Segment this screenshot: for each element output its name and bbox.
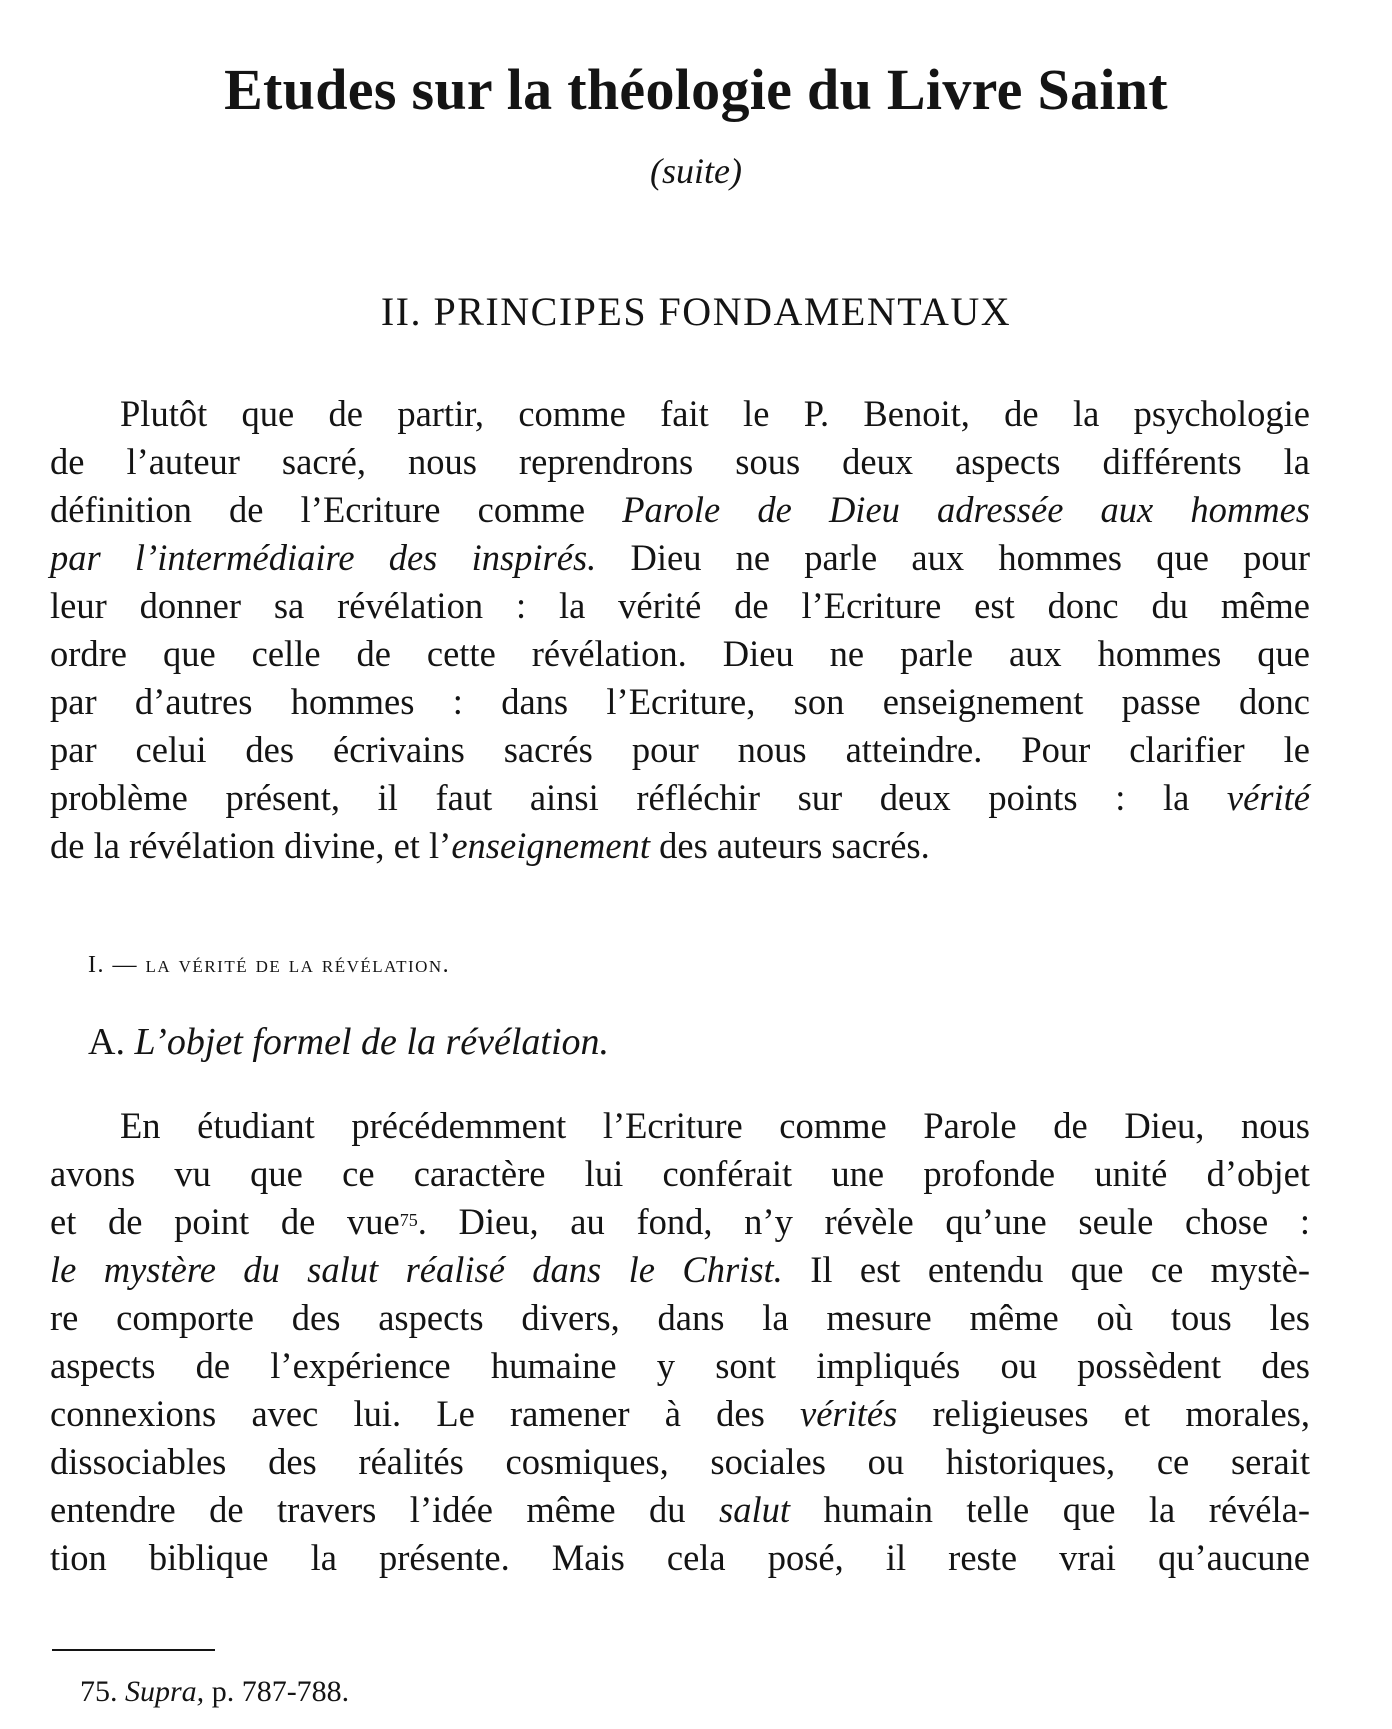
subsubsection-heading (88, 1020, 609, 1064)
footnote-marker: 75 (399, 1210, 418, 1230)
text-line: et de point de vue$^{75}$. Dieu, au fond, n’y révèle qu’une seule chose : (50, 1201, 1310, 1242)
text-line: le mystère du salut réalisé dans le Christ. Il est entendu que ce mystè- (50, 1249, 1311, 1290)
text-line: par d’autres hommes : dans l’Ecriture, son enseignement passe donc (50, 681, 1310, 722)
subsection-heading: I. — la vérité de la révélation. (88, 952, 451, 978)
footnote-pages: p. 787-788. (204, 1675, 350, 1708)
text-line: de la révélation divine, et l’enseignement des auteurs sacrés. (50, 825, 930, 866)
footnote (80, 1675, 349, 1709)
text-line: ordre que celle de cette révélation. Dieu ne parle aux hommes que (50, 633, 1310, 674)
text-line: entendre de travers l’idée même du salut humain telle que la révéla- (50, 1489, 1310, 1530)
paragraph-2 (50, 1102, 1310, 1582)
text-line: leur donner sa révélation : la vérité de l’Ecriture est donc du même (50, 585, 1310, 626)
footnote-ref: Supra, (125, 1675, 205, 1708)
text-line: re comporte des aspects divers, dans la mesure même où tous les (50, 1297, 1310, 1338)
text-line: avons vu que ce caractère lui conférait une profonde unité d’objet (50, 1153, 1310, 1194)
subsubsection-prefix: A. (88, 1021, 135, 1063)
footnote-divider (52, 1649, 215, 1651)
footnote-number: 75. (80, 1675, 125, 1708)
paragraph-1 (50, 390, 1310, 870)
subsubsection-title: L’objet formel de la révélation. (134, 1021, 610, 1063)
text-line: par celui des écrivains sacrés pour nous atteindre. Pour clarifier le (50, 729, 1310, 770)
text-line: Plutôt que de partir, comme fait le P. Benoit, de la psychologie (120, 393, 1310, 434)
article-title: Etudes sur la théologie du Livre Saint (224, 57, 1168, 122)
text-line: définition de l’Ecriture comme Parole de Dieu adressée aux hommes (50, 489, 1311, 530)
text-line: aspects de l’expérience humaine y sont impliqués ou possèdent des (50, 1345, 1310, 1386)
text-line: problème présent, il faut ainsi réfléchir sur deux points : la vérité (50, 777, 1310, 818)
text-line: de l’auteur sacré, nous reprendrons sous deux aspects différents la (50, 441, 1310, 482)
text-line: En étudiant précédemment l’Ecriture comme Parole de Dieu, nous (120, 1105, 1310, 1146)
section-heading: II. PRINCIPES FONDAMENTAUX (380, 289, 1012, 334)
text-line: par l’intermédiaire des inspirés. Dieu ne parle aux hommes que pour (50, 537, 1311, 578)
text-line: tion biblique la présente. Mais cela posé, il reste vrai qu’aucune (50, 1537, 1310, 1578)
article-subtitle: (suite) (650, 151, 742, 191)
text-line: dissociables des réalités cosmiques, sociales ou historiques, ce serait (50, 1441, 1310, 1482)
text-line: connexions avec lui. Le ramener à des vérités religieuses et morales, (50, 1393, 1310, 1434)
